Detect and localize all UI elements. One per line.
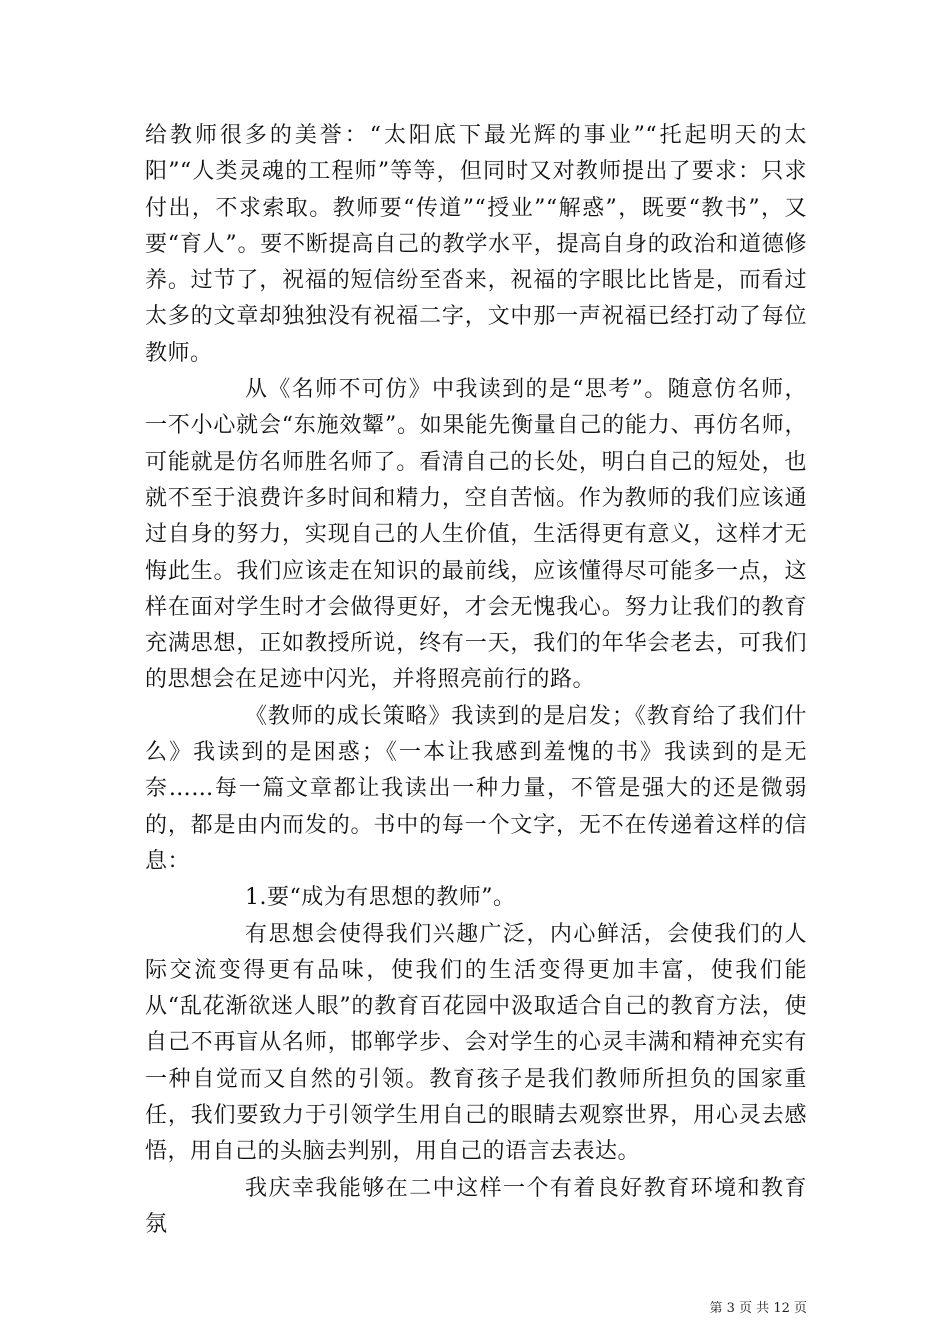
list-item-heading: 1.要“成为有思想的教师”。 (245, 885, 516, 911)
paragraph-4: 有思想会使得我们兴趣广泛，内心鲜活，会使我们的人际交流变得更有品味，使我们的生活变得更加丰富，使我们能从“乱花渐欲迷人眼”的教育百花园中汲取适合自己的教育方法，使自己不再盲从名师，邯郸学步、会对学生的心灵丰满和精神充实有一种自觉而又自然的引领。教育孩子是我们教师所担负的国家重任，我们要致力于引领学生用自己的眼睛去观察世界，用心灵去感悟，用自己的头脑去判别，用自己的语言去表达。 (145, 921, 807, 1165)
paragraph-3: 《教师的成长策略》我读到的是启发；《教育给了我们什么》我读到的是困惑；《一本让我感到羞愧的书》我读到的是无奈……每一篇文章都让我读出一种力量，不管是强大的还是微弱的，都是由内而发的。书中的每一个文字，无不在传递着这样的信息： (145, 703, 807, 874)
body-text (145, 118, 807, 1243)
paragraph-5: 我庆幸我能够在二中这样一个有着良好教育环境和教育氛 (145, 1175, 807, 1237)
page-footer: 第 3 页 共 12 页 (709, 1301, 807, 1316)
paragraph-1: 给教师很多的美誉：“太阳底下最光辉的事业”“托起明天的太阳”“人类灵魂的工程师”等等，但同时又对教师提出了要求：只求付出，不求索取。教师要“传道”“授业”“解惑”，既要“教书”，又要“育人”。要不断提高自己的教学水平，提高自身的政治和道德修养。过节了，祝福的短信纷至沓来，祝福的字眼比比皆是，而看过太多的文章却独独没有祝福二字，文中那一声祝福已经打动了每位教师。 (145, 123, 807, 366)
paragraph-2: 从《名师不可仿》中我读到的是“思考”。随意仿名师，一不小心就会“东施效颦”。如果能先衡量自己的能力、再仿名师，可能就是仿名师胜名师了。看清自己的长处，明白自己的短处，也就不至于浪费许多时间和精力，空自苦恼。作为教师的我们应该通过自身的努力，实现自己的人生价值，生活得更有意义，这样才无悔此生。我们应该走在知识的最前线，应该懂得尽可能多一点，这样在面对学生时才会做得更好，才会无愧我心。努力让我们的教育充满思想，正如教授所说，终有一天，我们的年华会老去，可我们的思想会在足迹中闪光，并将照亮前行的路。 (145, 377, 807, 693)
